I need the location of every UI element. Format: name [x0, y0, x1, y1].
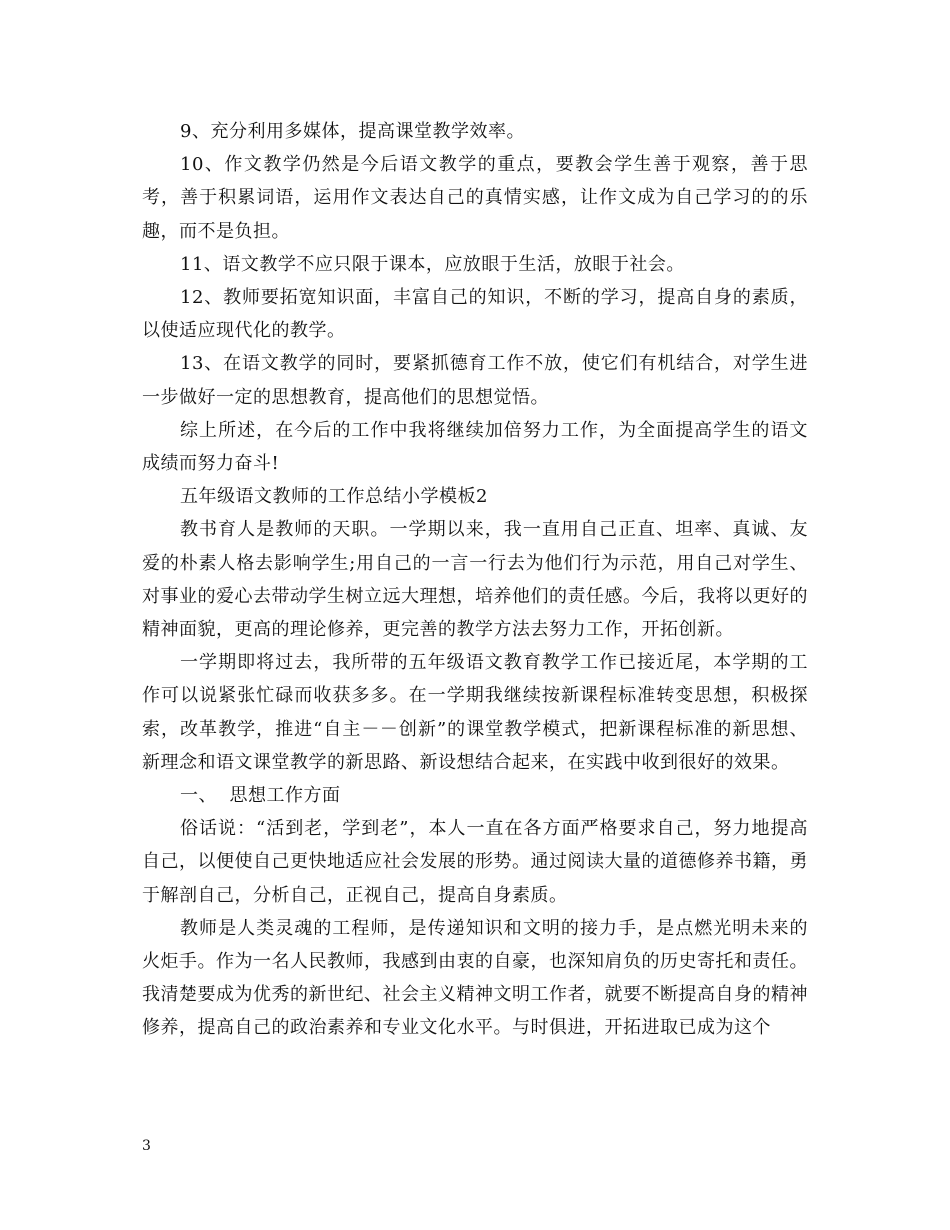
paragraph-item-9: 9、充分利用多媒体，提高课堂教学效率。	[180, 121, 525, 142]
paragraph-learning: 俗话说：“活到老，学到老”，本人一直在各方面严格要求自己，努力地提高自己，以便使自己更快地适应社会发展的形势。通过阅读大量的道德修养书籍，勇于解剖自己，分析自己，正视自己，提高自身素质。	[142, 818, 808, 906]
paragraph-conclusion: 综上所述，在今后的工作中我将继续加倍努力工作，为全面提高学生的语文成绩而努力奋斗!	[142, 419, 808, 475]
paragraph-teacher-role: 教师是人类灵魂的工程师，是传递知识和文明的接力手，是点燃光明未来的火炬手。作为一名人民教师，我感到由衷的自豪，也深知肩负的历史寄托和责任。我清楚要成为优秀的新世纪、社会主义精神文明工作者，就要不断提高自身的精神修养，提高自己的政治素养和专业文化水平。与时俱进，开拓进取已成为这个	[142, 917, 808, 1039]
section-title: 五年级语文教师的工作总结小学模板2	[180, 486, 488, 508]
paragraph-item-13: 13、在语文教学的同时，要紧抓德育工作不放，使它们有机结合，对学生进一步做好一定的思想教育，提高他们的思想觉悟。	[142, 353, 808, 408]
paragraph-item-10: 10、作文教学仍然是今后语文教学的重点，要教会学生善于观察，善于思考，善于积累词语，运用作文表达自己的真情实感，让作文成为自己学习的的乐趣，而不是负担。	[142, 154, 808, 242]
page-number: 3	[142, 1138, 151, 1154]
paragraph-semester: 一学期即将过去，我所带的五年级语文教育教学工作已接近尾，本学期的工作可以说紧张忙碌而收获多多。在一学期我继续按新课程标准转变思想，积极探索，改革教学，推进“自主－－创新”的课堂教学模式，把新课程标准的新思想、新理念和语文课堂教学的新思路、新设想结合起来，在实践中收到很好的效果。	[142, 652, 808, 773]
document-page	[142, 115, 808, 1045]
paragraph-item-11: 11、语文教学不应只限于课本，应放眼于生活，放眼于社会。	[180, 253, 685, 275]
subheading-ideology: 一、 思想工作方面	[180, 785, 341, 807]
paragraph-item-12: 12、教师要拓宽知识面，丰富自己的知识，不断的学习，提高自身的素质，以使适应现代化的教学。	[142, 287, 808, 342]
paragraph-intro: 教书育人是教师的天职。一学期以来，我一直用自己正直、坦率、真诚、友爱的朴素人格去影响学生;用自己的一言一行去为他们行为示范，用自己对学生、对事业的爱心去带动学生树立远大理想，培养他们的责任感。今后，我将以更好的精神面貌，更高的理论修养，更完善的教学方法去努力工作，开拓创新。	[142, 519, 808, 641]
